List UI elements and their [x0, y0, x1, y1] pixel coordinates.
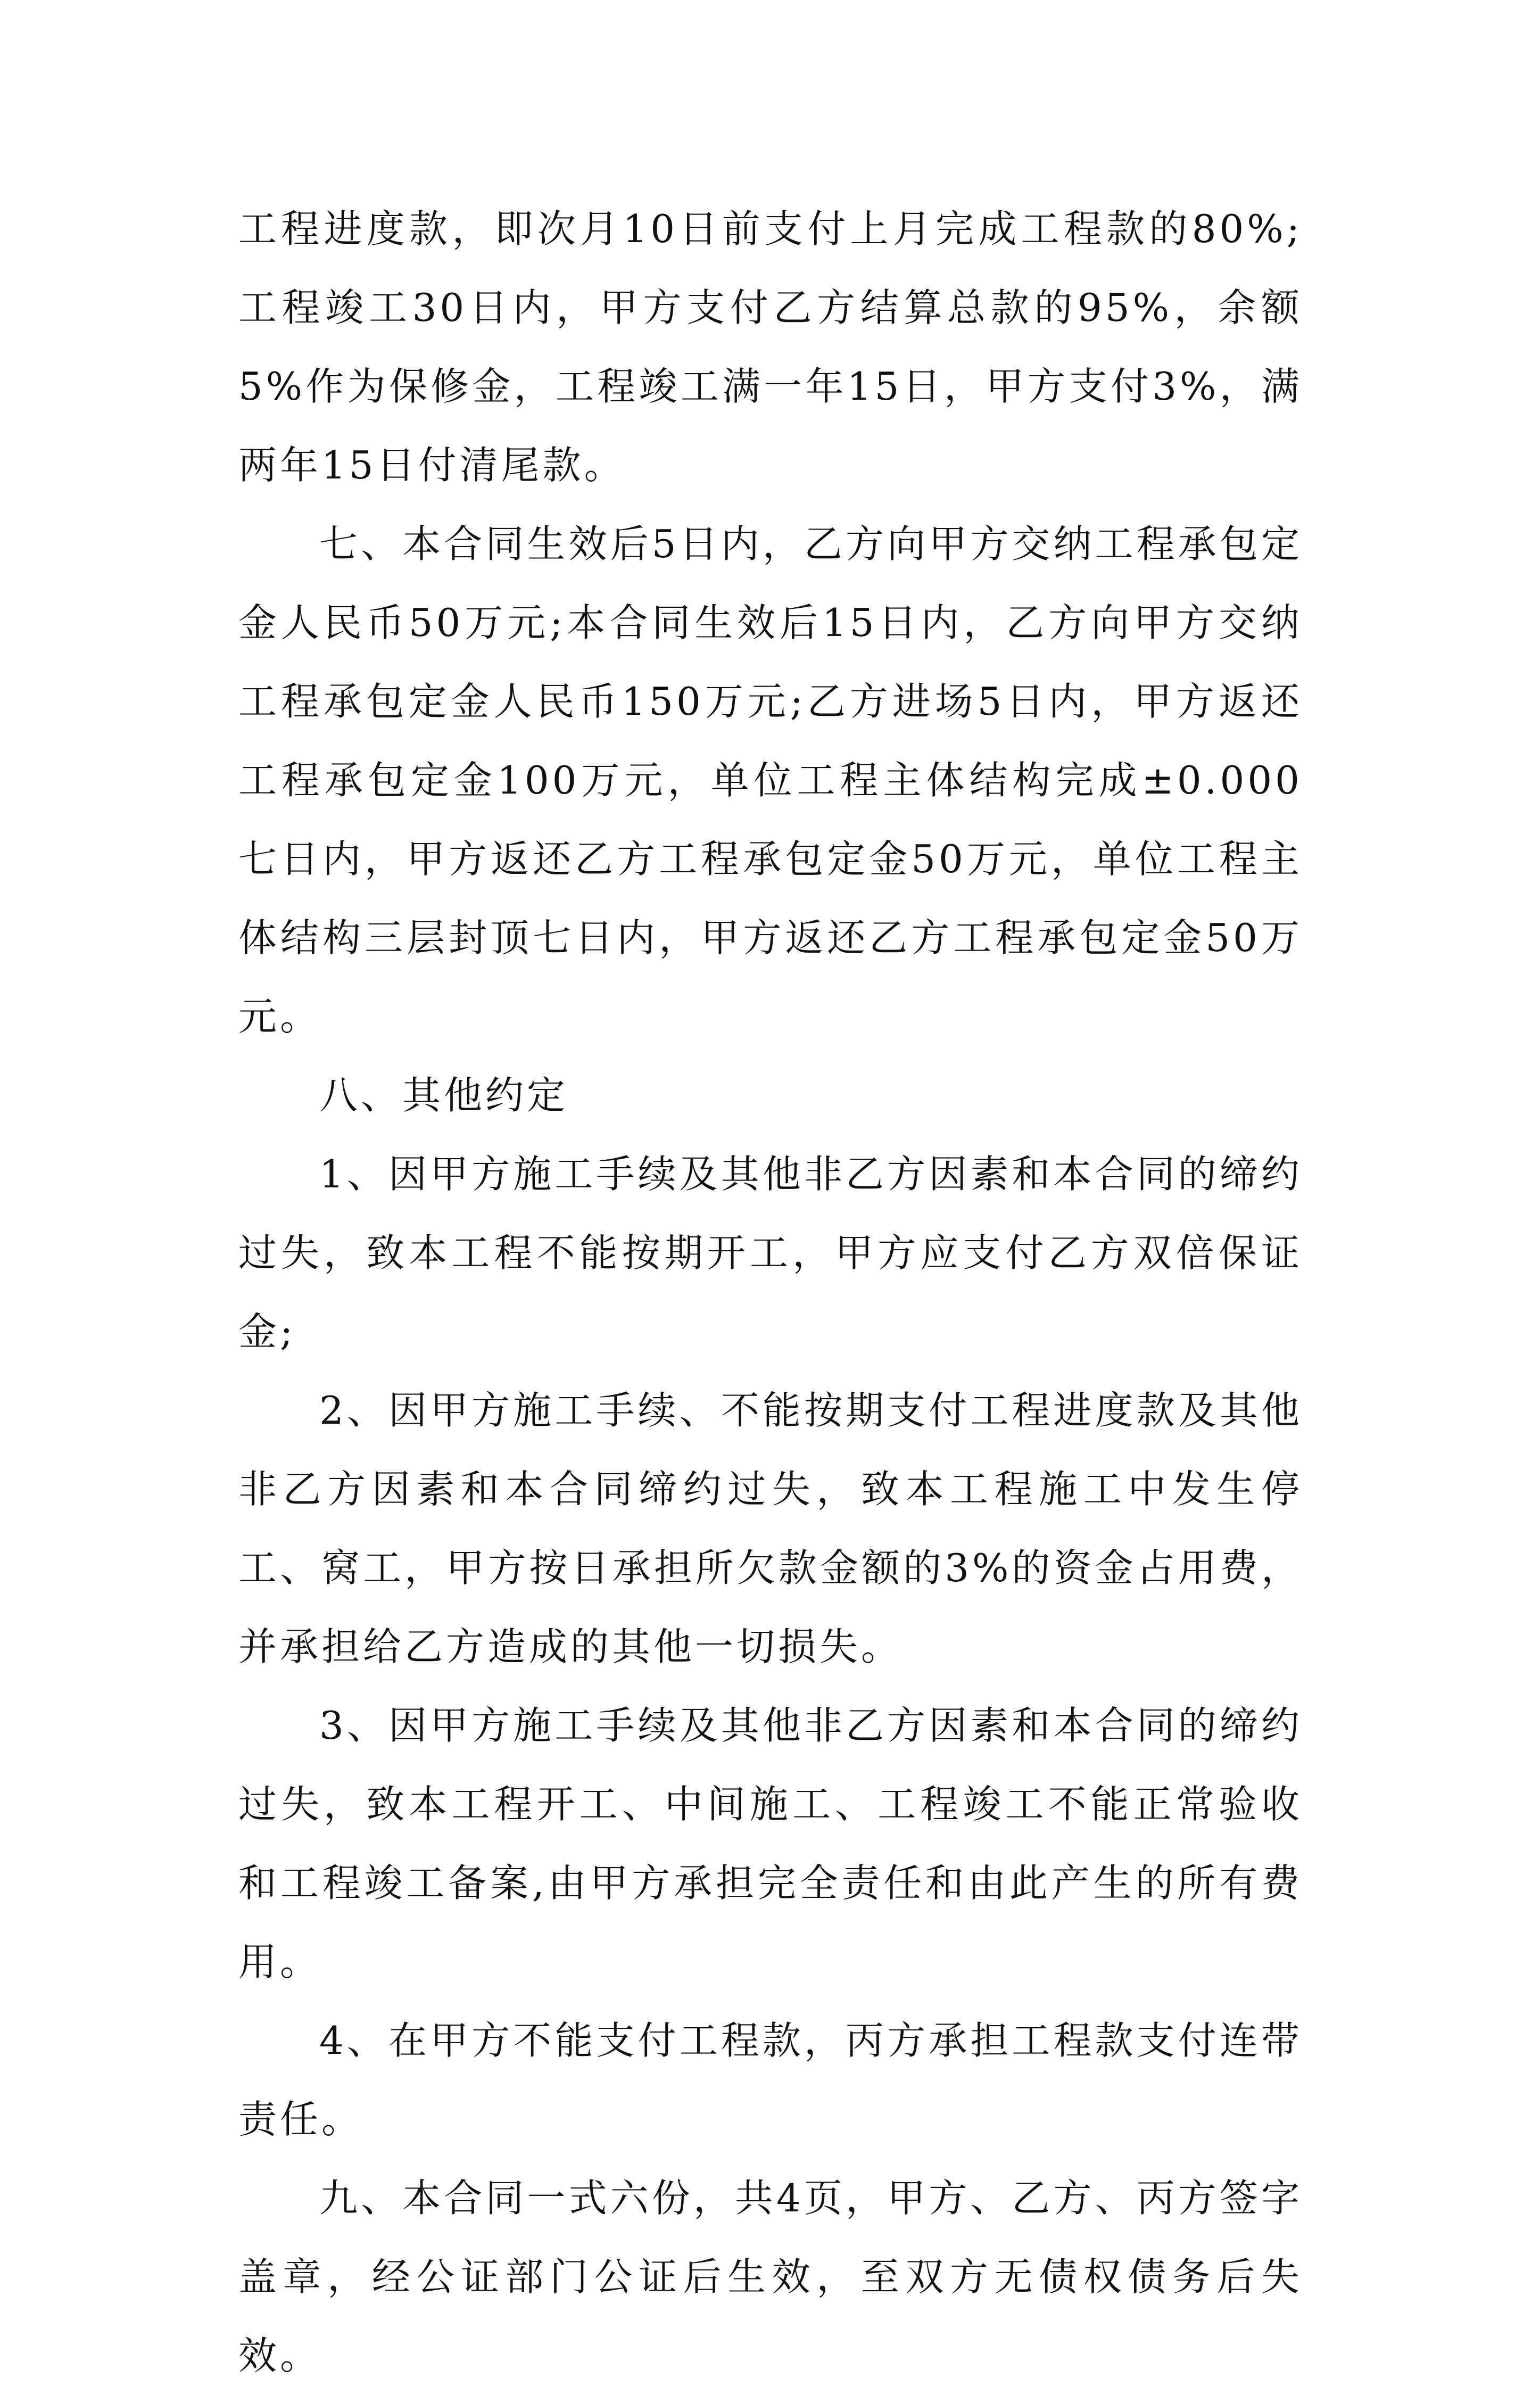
clause-1: 1、因甲方施工手续及其他非乙方因素和本合同的缔约过失，致本工程不能按期开工，甲方应支付乙方双倍保证金;: [238, 1152, 1303, 1354]
paragraph-payment-terms: 工程进度款，即次月10日前支付上月完成工程款的80%;工程竣工30日内，甲方支付乙方结算总款的95%，余额5%作为保修金，工程竣工满一年15日，甲方支付3%，满两年15日付清尾款。: [238, 207, 1303, 488]
section-heading-other-terms: 八、其他约定: [319, 1073, 569, 1118]
clause-4: 4、在甲方不能支付工程款，丙方承担工程款支付连带责任。: [238, 2018, 1303, 2142]
paragraph-section-7-deposit: 七、本合同生效后5日内，乙方向甲方交纳工程承包定金人民币50万元;本合同生效后15日内，乙方向甲方交纳工程承包定金人民币150万元;乙方进场5日内，甲方返还工程承包定金100万元，单位工程主体结构完成±0.000七日内，甲方返还乙方工程承包定金50万元，单位工程主体结构三层封顶七日内，甲方返还乙方工程承包定金50万元。: [238, 522, 1303, 1039]
clause-2: 2、因甲方施工手续、不能按期支付工程进度款及其他非乙方因素和本合同缔约过失，致本工程施工中发生停工、窝工，甲方按日承担所欠款金额的3%的资金占用费，并承担给乙方造成的其他一切损失。: [238, 1388, 1303, 1669]
paragraph-section-9-copies: 九、本合同一式六份，共4页，甲方、乙方、丙方签字盖章，经公证部门公证后生效，至双方无债权债务后失效。: [238, 2176, 1303, 2378]
clause-3: 3、因甲方施工手续及其他非乙方因素和本合同的缔约过失，致本工程开工、中间施工、工程竣工不能正常验收和工程竣工备案,由甲方承担完全责任和由此产生的所有费用。: [238, 1703, 1303, 1984]
document-body: [238, 189, 1303, 2395]
